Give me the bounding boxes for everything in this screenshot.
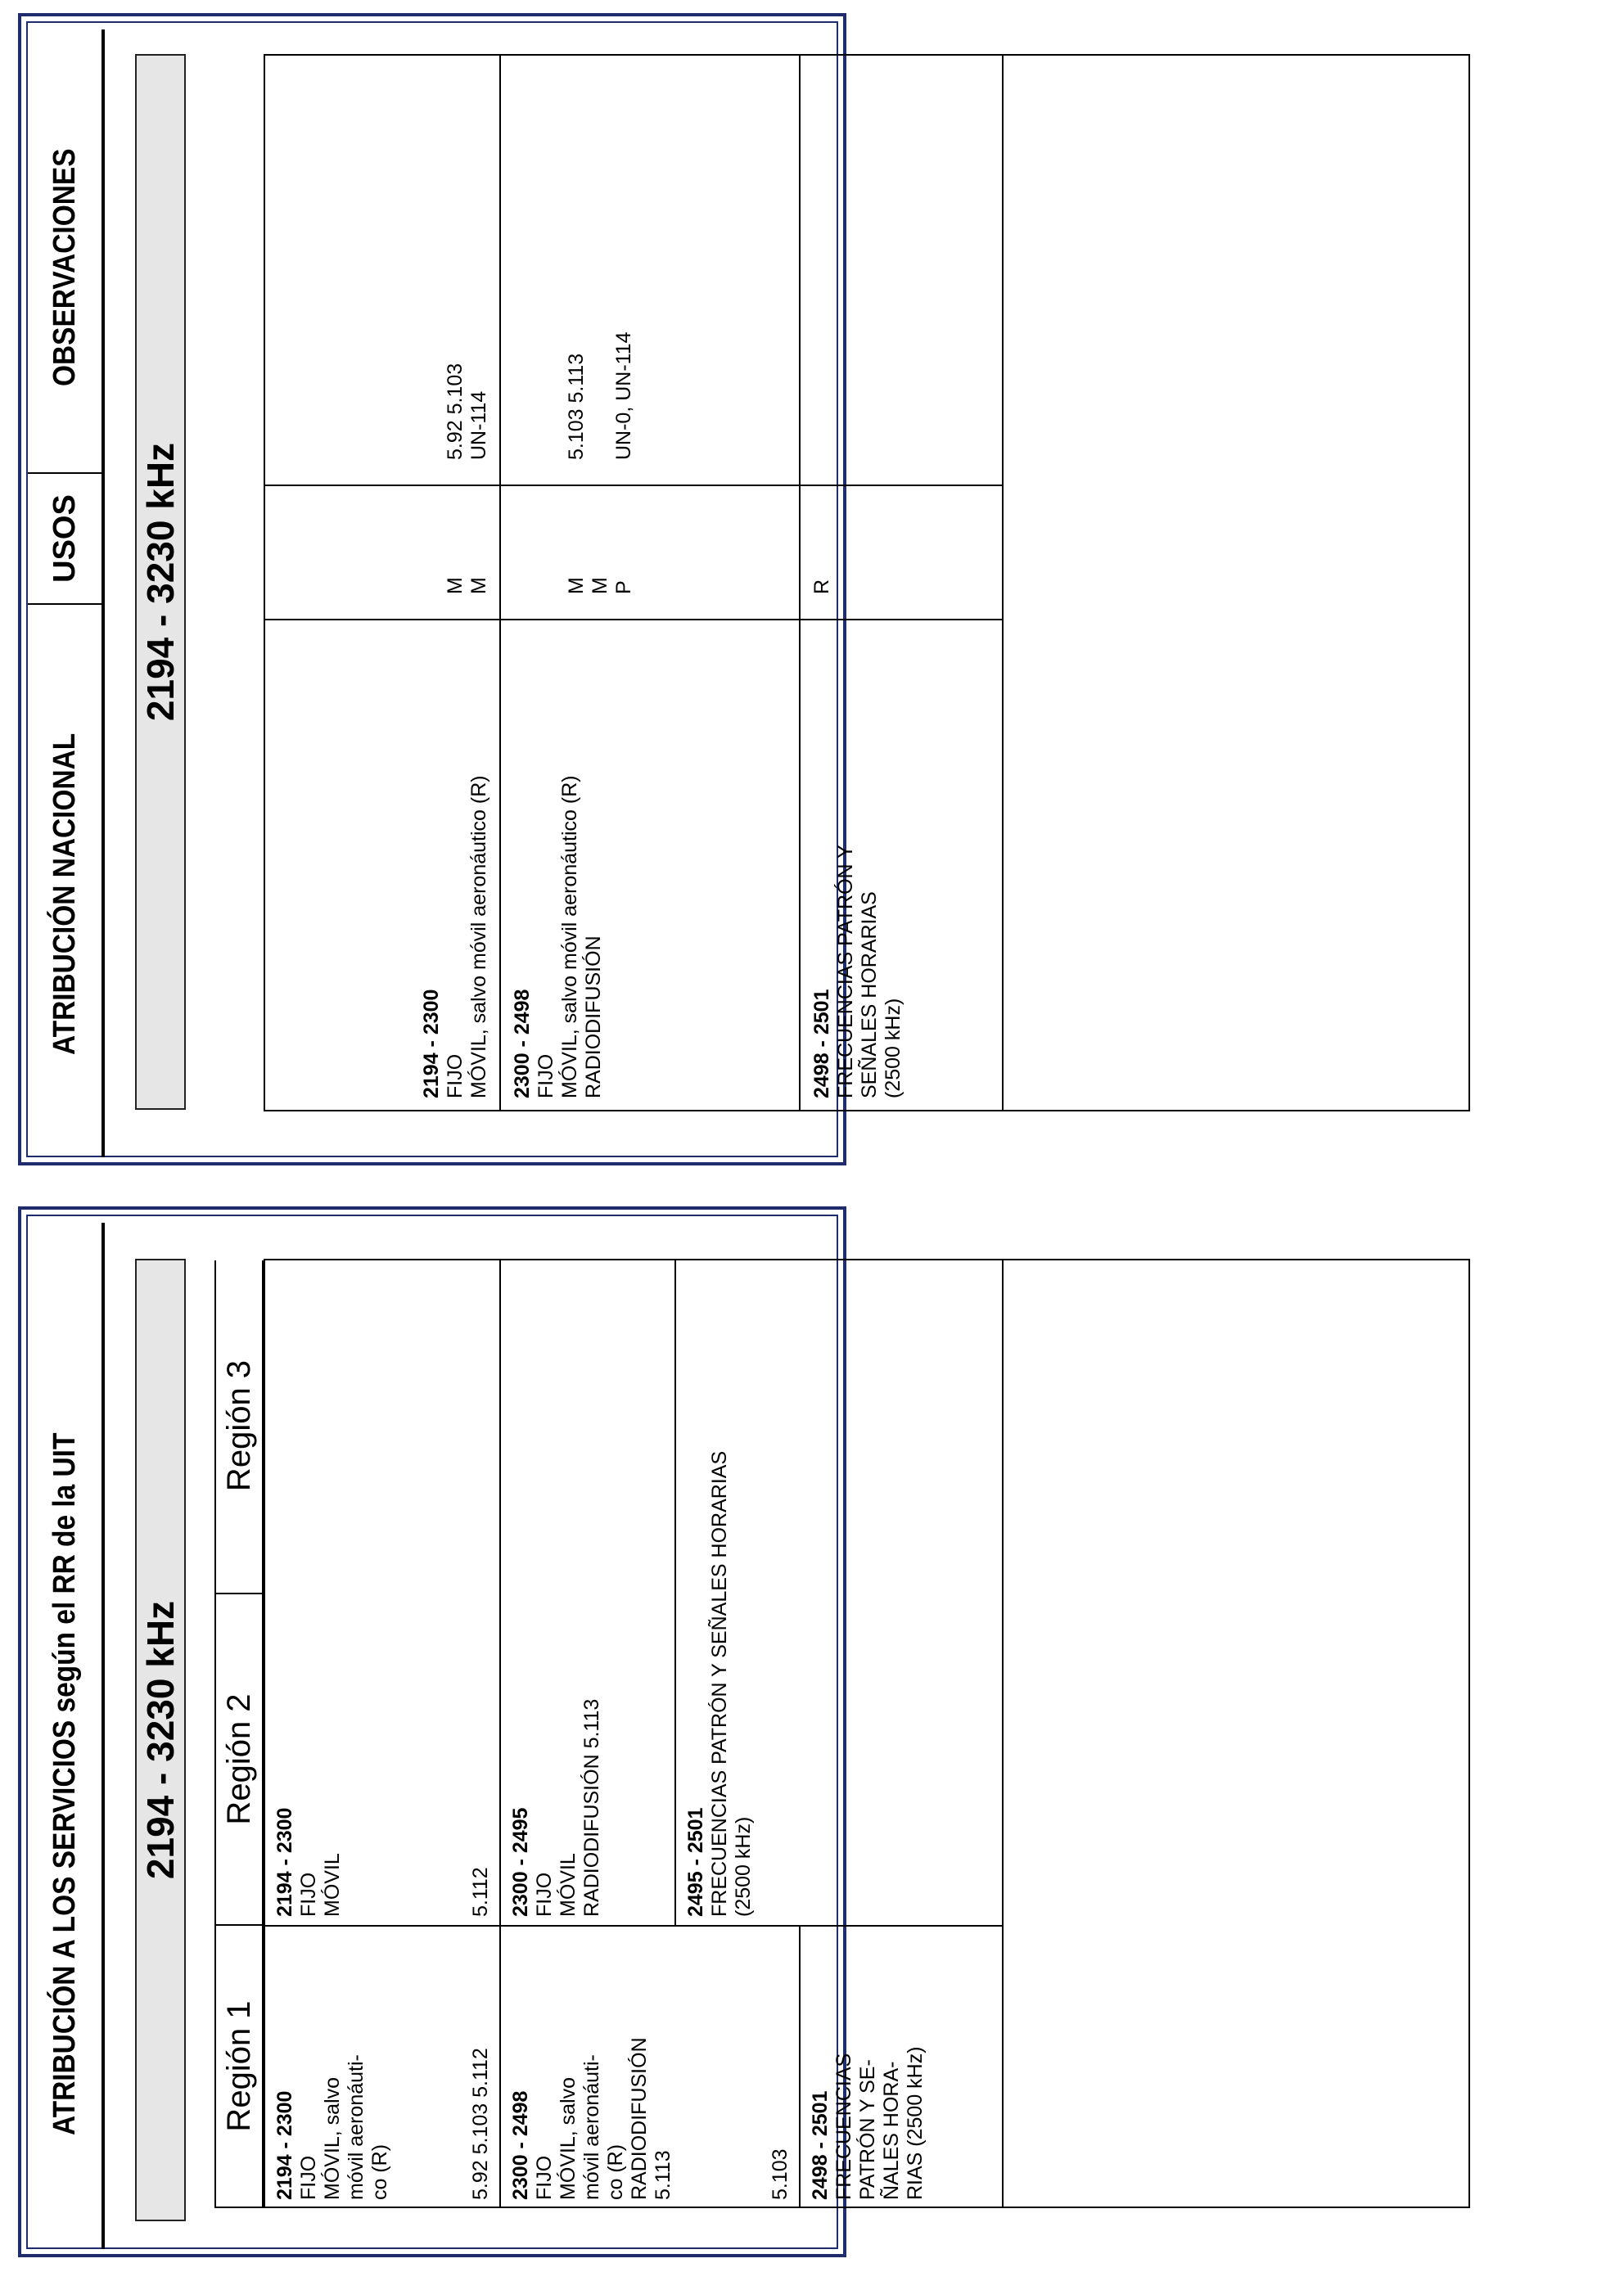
nacional-title-divider	[102, 29, 105, 1157]
uit-region-headers	[214, 1260, 264, 2208]
uit-title-box	[28, 1223, 102, 2249]
nacional-title-cell	[28, 603, 102, 1139]
nac-row-2498-2501-attr: 2498 - 2501 FRECUENCIAS PATRÓN Y SEÑALES HORARIAS (2500 kHz)	[799, 619, 1004, 1111]
nac-row-2194-2300-usos: M M	[264, 485, 501, 619]
usos-header-cell	[28, 472, 102, 603]
obs-header-cell	[28, 29, 102, 472]
nac-row-2300-2498-attr: 2300 - 2498 FIJO MÓVIL, salvo móvil aeronáutico (R) RADIODIFUSIÓN	[499, 619, 801, 1111]
r23-cell-2194-2300-content: 2194 - 2300 FIJO MÓVIL 5.112	[273, 1807, 492, 1917]
r23-cell-2495-2501-content: 2495 - 2501 FRECUENCIAS PATRÓN Y SEÑALES HORARIAS (2500 kHz)	[684, 1450, 755, 1917]
nacional-blank-area	[1002, 54, 1470, 1111]
nac-row-2300-2498-obs: 5.103 5.113 UN-0, UN-114	[565, 331, 635, 460]
nac-row-2498-2501-obs	[799, 54, 1004, 485]
uit-range-box	[135, 1259, 186, 2221]
obs-header: OBSERVACIONES	[47, 148, 82, 386]
uit-blank-area	[1002, 1259, 1470, 2208]
nac-row-2194-2300-obs: 5.92 5.103 UN-114	[444, 363, 490, 460]
header-region-1: Región 1	[216, 1924, 262, 2207]
r1-cell-2300-2498-content: 2300 - 2498 FIJO MÓVIL, salvo móvil aeronáuti- co (R) RADIODIFUSIÓN 5.113 5.103	[509, 2037, 792, 2200]
r1-cell-2498-2501-content: 2498 - 2501 FRECUENCIAS PATRÓN Y SE- ÑALES HORA- RIAS (2500 kHz)	[809, 2046, 927, 2200]
uit-panel-title: ATRIBUCIÓN A LOS SERVICIOS según el RR de la UIT	[47, 1432, 82, 2135]
nac-row-2300-2498-usos: M M P	[499, 485, 801, 619]
r23-cell-2300-2495-content: 2300 - 2495 FIJO MÓVIL RADIODIFUSIÓN 5.113	[509, 1698, 603, 1917]
nacional-range-box	[135, 54, 186, 1110]
nacional-range-label: 2194 - 3230 kHz	[139, 442, 182, 722]
header-region-2: Región 2	[216, 1593, 262, 1924]
header-region-3: Región 3	[220, 1359, 257, 1492]
r1-cell-2194-2300-content: 2194 - 2300 FIJO MÓVIL, salvo móvil aeronáuti- co (R) 5.92 5.103 5.112	[273, 2048, 492, 2200]
uit-range-label: 2194 - 3230 kHz	[139, 1600, 182, 1880]
uit-title-divider	[102, 1223, 105, 2249]
nacional-header-strip	[28, 29, 102, 1139]
nac-row-2194-2300-attr: 2194 - 2300 FIJO MÓVIL, salvo móvil aeronáutico (R)	[264, 619, 501, 1111]
nacional-title: ATRIBUCIÓN NACIONAL	[47, 733, 82, 1055]
usos-header: USOS	[47, 494, 82, 583]
nac-row-2498-2501-usos: R	[799, 485, 1004, 619]
